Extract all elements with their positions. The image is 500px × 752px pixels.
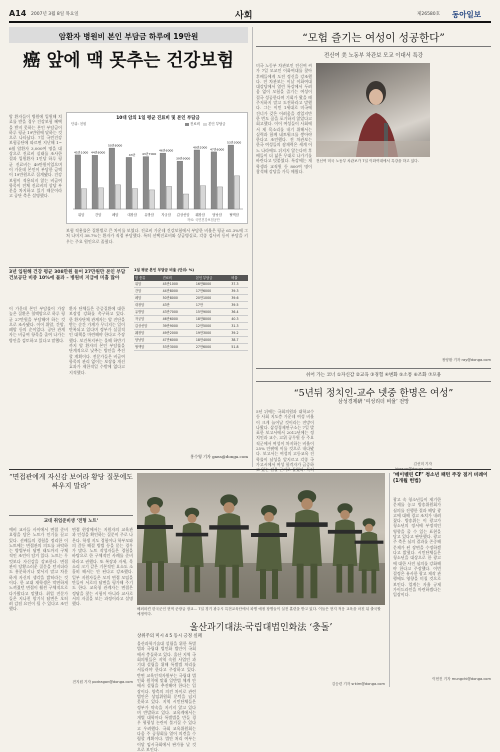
table-cell: 17만 bbox=[195, 301, 231, 308]
adventure-headline: “모험 즐기는 여성이 성공한다” bbox=[302, 32, 445, 44]
series-rule-top bbox=[256, 368, 491, 369]
chart-bar bbox=[217, 187, 223, 209]
table-cell: 18만8000 bbox=[195, 315, 231, 322]
chart-bar bbox=[149, 190, 155, 209]
health-subheadline: 3년 입원해 건강 평균 308만원 들어 27만원만 본인 부담 건보공단 비중 10%에 불과 – 병원비 지급에 미흡 많아 bbox=[9, 270, 126, 282]
table-cell: 15만9000 bbox=[195, 308, 231, 315]
chart-category-label: 유방암 bbox=[144, 213, 154, 217]
legend-label-self: 본인 부담금 bbox=[208, 122, 226, 126]
women-body-2 bbox=[318, 409, 376, 467]
table-row bbox=[134, 294, 248, 301]
table-cell: 53만3000 bbox=[162, 343, 195, 350]
chart-value-label: 45만1000 bbox=[73, 150, 89, 155]
chart-value-label: 53만3000 bbox=[226, 140, 242, 145]
newspaper-logo: 동아일보 bbox=[452, 10, 481, 19]
chart-bar bbox=[98, 188, 104, 209]
soldier-body-mid: 면접 현장에서는 지원자의 교육관과 인성을 확인하는 질문이 주로 나온다. 학생 지도 경험이나 학부모와의 갈등 해결 방법 등을 묻는 경우가 많다. 노트 작성자들은 경험을 바탕으로 한 구체적인 사례를 준비하라고 권했다. 또 복장과 자세, 목소리 크기 같은 기본적인 요소도 소홀히 해서는 안 된다고 강조했다. 일부 지원자들은 모의 면접 모임을 만들어 서로의 답변을 평가해 주기도 한다. 교육청 관계자는 면접은 정답을 찾는 시험이 아니라 교사로서의 자질을 보는 과정이라고 설명했다. bbox=[72, 527, 133, 607]
table-cell: 27만6000 bbox=[195, 343, 231, 350]
table-cell: 38.7 bbox=[230, 336, 248, 343]
cf-byline: 이헌진 기자 mungchi@donga.com bbox=[432, 677, 491, 681]
chart-value-label: 50만8000 bbox=[107, 143, 123, 148]
adventure-body: 미국 노동부 차관보인 전신여 씨가 7일 모교인 이화여대를 찾아 후배들에게 도전 정신을 강조했다. 전 차관보는 이날 이화여대 대강당에서 열린 특강에서 두려움 없이 모험을 즐기는 여성이 결국 성공한다며 기회가 왔을 때 주저하지 말고 도전하라고 말했다. 그는 이민 1세대로 미국에 건너가 갖은 어려움을 겪었지만 한 번도 꿈을 포기하지 않았다고 회고했다. 이어 여성들이 사회에서 제 목소리를 내기 위해서는 실력과 함께 네트워크를 쌓아야 한다고 조언했다. 전 차관보는 한국 여성들의 잠재력은 세계 어느 나라에도 뒤지지 않는다며 후배들이 더 넓은 무대로 나가기를 바란다고 덧붙였다. 특강에는 재학생과 교직원 등 800여 명이 참석해 강당을 가득 메웠다. bbox=[256, 63, 312, 174]
table-cell: 37.3 bbox=[230, 281, 248, 288]
table-cell: 50만8000 bbox=[162, 294, 195, 301]
table-cell: 40.3 bbox=[230, 315, 248, 322]
chart-value-label: 39만9000 bbox=[175, 156, 191, 161]
adventure-body-3 bbox=[376, 172, 430, 365]
series-bar: 쉬어 가는 코너 ①자신감 ②교육 ③경험 ④변화 ⑤소통 ⑥조화 ⑦포용 bbox=[305, 373, 442, 378]
chart-bar bbox=[143, 157, 149, 209]
table-row bbox=[134, 336, 248, 343]
health-chart bbox=[66, 112, 248, 224]
chart-value-label: 43만 bbox=[128, 152, 136, 157]
law-subhead: 상위주의 미시 4 5 동시 긍정 실패 bbox=[137, 634, 202, 639]
table-cell: 18만4000 bbox=[195, 336, 231, 343]
adventure-photo bbox=[316, 63, 430, 157]
adventure-subhead: 전신여 美 노동부 차관보 모교 이대서 특강 bbox=[324, 53, 423, 59]
table-title: 1일 평균 본인 부담금 비율 (단위: %) bbox=[134, 268, 194, 272]
chart-bar bbox=[126, 157, 132, 209]
table-row bbox=[134, 343, 248, 350]
table-cell: 췌장암 bbox=[134, 329, 162, 336]
chart-bar bbox=[228, 145, 234, 209]
column-divider bbox=[252, 27, 253, 467]
table-row bbox=[134, 329, 248, 336]
chart-category-label: 갑상선암 bbox=[176, 213, 190, 217]
table-row bbox=[134, 322, 248, 329]
table-cell: 유방암 bbox=[134, 308, 162, 315]
chart-category-label: 간암 bbox=[94, 213, 102, 217]
cf-body: 광고 속 청소년들이 제기한 문제를 놓고 방송위원회가 심의를 진행한 결과 해당 광고에 대해 경고 조치가 내려졌다. 방송위는 이 광고가 청소년의 정서에 부정적인 영향을 줄 수 있는 표현을 담고 있다고 판단했다. 광고주 측은 심의 결과를 존중해 문제가 된 장면을 수정하겠다고 밝혔다. 시민단체들은 청소년을 대상으로 한 광고에 대한 사전 심의를 강화해야 한다고 주장했다. 이번 결정은 유사한 광고 제작 관행에도 영향을 미칠 것으로 보인다. 업계는 자율 규제 가이드라인을 마련하겠다는 입장이다. bbox=[393, 497, 441, 598]
law-body: 울산과학기술대 설립을 위한 특별법과 국립대 법인화 법안이 국회에서 충돌하고 있다. 울산 지역 국회의원들은 지역 숙원 사업인 과기대 설립을 위해 특별법 처리를 서둘러야 한다고 주장하고 있다. 반면 교육인적자원부는 국립대 법인화 원칙에 맞춰 일반법 체계 안에서 설립을 추진해야 한다는 입장이다. 양측의 의견 차이로 관련 법안은 상임위원회 문턱을 넘지 못하고 있다. 지역 시민단체들은 정부가 약속을 지키지 않고 있다며 반발하고 있다. 교육계에서는 개별 대학마다 특별법을 만들 경우 형평성 논란이 불거질 수 있다고 우려했다. 국회 교육위원회는 다음 주 공청회를 열어 의견을 수렴할 계획이다. 법안 처리 여부는 이달 임시국회에서 판가름 날 것으로 보인다. bbox=[137, 641, 196, 752]
table-cell: 12만5000 bbox=[195, 322, 231, 329]
table-cell: 19만3000 bbox=[195, 329, 231, 336]
table-header-cell: 비율 bbox=[230, 275, 248, 281]
chart-bar bbox=[75, 155, 81, 209]
chart-bar bbox=[81, 189, 87, 209]
health-kicker-box bbox=[9, 27, 248, 43]
adventure-body-4 bbox=[434, 63, 491, 359]
table-cell: 31.3 bbox=[230, 322, 248, 329]
chart-legend bbox=[185, 121, 226, 126]
legend-swatch-total bbox=[185, 123, 189, 126]
section-title: 사회 bbox=[235, 11, 253, 21]
adventure-caption: 전신여 미국 노동부 차관보가 7일 이화여대에서 특강을 하고 있다. bbox=[316, 159, 419, 163]
chart-category-label: 대장암 bbox=[127, 213, 137, 217]
chart-bar bbox=[177, 161, 183, 209]
table-cell: 44만8000 bbox=[162, 287, 195, 294]
mid-page-rule bbox=[9, 469, 491, 470]
women-body-3 bbox=[380, 409, 432, 467]
women-subhead: 삼성경제硏 ‘여성리더 비율’ 전망 bbox=[338, 399, 409, 405]
chart-bar bbox=[183, 194, 189, 209]
chart-category-label: 위암 bbox=[77, 213, 85, 217]
table-cell: 39.5 bbox=[230, 301, 248, 308]
health-sub-rule bbox=[9, 267, 129, 268]
chart-value-label: 49만2000 bbox=[192, 145, 208, 150]
table-body bbox=[134, 281, 248, 351]
health-headline: 癌 앞에 맥 못추는 건강보험 bbox=[23, 51, 234, 71]
table-cell: 혈액암 bbox=[134, 343, 162, 350]
speaker-figure bbox=[316, 63, 430, 157]
chart-bar bbox=[132, 189, 138, 209]
chart-bar bbox=[109, 148, 115, 209]
law-headline: 울산과기대法-국립대법인화法 ‘충돌’ bbox=[189, 623, 333, 633]
health-kicker: 암환자 병원비 본인 부담금 하루에 19만원 bbox=[58, 32, 199, 41]
chart-bar bbox=[166, 186, 172, 209]
law-body-4 bbox=[326, 641, 385, 681]
table-cell: 49만2000 bbox=[162, 329, 195, 336]
chart-bar bbox=[200, 186, 206, 209]
soldier-headline-box bbox=[9, 473, 133, 513]
chart-value-label: 43만7000 bbox=[141, 152, 157, 157]
table-cell: 45만1000 bbox=[162, 281, 195, 288]
table-cell: 갑상선암 bbox=[134, 322, 162, 329]
table-cell: 43만 bbox=[162, 301, 195, 308]
adventure-rule bbox=[256, 46, 491, 47]
chart-bar bbox=[194, 150, 200, 209]
masthead-rule bbox=[9, 21, 491, 23]
chart-unit: 단위: 천원 bbox=[71, 122, 87, 126]
chart-category-label: 자궁암 bbox=[161, 213, 171, 217]
health-byline: 홍수영 기자 gaea@donga.com bbox=[190, 454, 248, 459]
chart-bar bbox=[160, 153, 166, 209]
women-body-4 bbox=[436, 409, 491, 467]
health-table bbox=[134, 268, 248, 368]
chart-source: 자료: 국민건강보험공단 bbox=[187, 218, 220, 222]
table-row bbox=[134, 315, 248, 322]
cf-headline: ‘메이벨린 CF’ 청소년 패턴 주장 점거 비례이 (1개월 헌법) bbox=[393, 473, 488, 485]
table-cell: 담낭암 bbox=[134, 336, 162, 343]
table-cell: 39.2 bbox=[230, 329, 248, 336]
table-row bbox=[134, 301, 248, 308]
table-cell: 39만9000 bbox=[162, 322, 195, 329]
legend-label-total: 진료비 bbox=[190, 122, 200, 126]
legend-swatch-self bbox=[203, 123, 207, 126]
chart-category-label: 담낭암 bbox=[212, 213, 222, 217]
soldier-caption: 해외파견 한국군인 현역 준장급 장교... 7일 경기 광주시 특전교육단에서 파병 예정 장병들이 실전 훈련을 받고 있다. 이들은 현지 적응 교육을 마친 뒤 출국할 예정이다. bbox=[137, 607, 381, 616]
chart-plot bbox=[69, 127, 247, 219]
chart-category-label: 췌장암 bbox=[195, 213, 205, 217]
issue-number: 제26580호 bbox=[417, 12, 441, 17]
soldier-byline: 전지원 기자 podragon@donga.com bbox=[72, 680, 133, 684]
soldier-kicker: 교대 취업준비생 ‘전형 노트’ bbox=[43, 519, 99, 524]
soldier-headline: “면접관에게 자신감 보여라 황당 질문에도 싸우지 말라” bbox=[9, 473, 133, 490]
soldier-rule bbox=[9, 515, 133, 516]
table-cell: 자궁암 bbox=[134, 315, 162, 322]
table-cell: 43만7000 bbox=[162, 308, 195, 315]
cf-body-2 bbox=[444, 497, 491, 675]
table-header-cell: 본인 부담금 bbox=[195, 275, 231, 281]
soldier-scene bbox=[137, 473, 385, 605]
table-cell: 39.6 bbox=[230, 294, 248, 301]
health-body-a: 암 환자들이 병원에 입원해 치료를 받을 경우 건강보험 혜택을 받지 못하는 본인 부담금이 하루 평균 19만원에 달하는 것으로 나타났다. 7일 국민건강보험공단에 따르면 지난해 1~6월 암환자 3,000여 명을 대상으로 진료비 실태를 조사한 결과 입원환자 1인당 하루 평균 진료비는 49만원이었으며 이 가운데 본인이 부담한 금액이 19만원으로 집계됐다. 건강보험이 적용되지 않는 비급여 항목이 전체 진료비의 상당 부분을 차지하고 있기 때문이라고 공단 측은 설명했다. bbox=[9, 114, 62, 199]
masthead bbox=[9, 7, 491, 21]
table-cell: 39.3 bbox=[230, 287, 248, 294]
law-body-3 bbox=[263, 641, 322, 689]
table-cell: 간암 bbox=[134, 287, 162, 294]
law-body-2 bbox=[200, 641, 259, 689]
table-cell: 16만8000 bbox=[195, 281, 231, 288]
women-byline: 김선미 기자 bbox=[413, 462, 432, 466]
table-header-cell: 암 종류 bbox=[134, 275, 162, 281]
adventure-body-2 bbox=[316, 172, 372, 365]
cost-table bbox=[134, 275, 248, 351]
chart-value-label: 44만8000 bbox=[90, 150, 106, 155]
table-cell: 47만6000 bbox=[162, 336, 195, 343]
law-byline: 김승련 기자 srkim@donga.com bbox=[331, 682, 385, 686]
soldier-photo bbox=[137, 473, 385, 605]
table-cell: 폐암 bbox=[134, 294, 162, 301]
adventure-byline: 정양환 기자 ray@donga.com bbox=[441, 358, 491, 362]
health-body-d: 환자 단체들은 중증질환에 대한 보장성 강화를 촉구하고 있다. 한 환자단체 관계자는 암 진단을 받는 순간 가계가 무너지는 일이 반복되고 있다며 정부가 실질적인 대책을 마련해야 한다고 주장했다. 보건복지부는 올해 하반기까지 암 환자의 본인 부담률을 단계적으로 낮추는 방안을 추진할 계획이다. 전문가들은 비급여 항목의 관리 없이는 보장률 개선 효과가 제한적일 수밖에 없다고 지적했다. bbox=[69, 306, 125, 375]
issue-date: 2007년 3월 8일 목요일 bbox=[31, 12, 79, 17]
chart-bar bbox=[211, 152, 217, 209]
table-cell: 대장암 bbox=[134, 301, 162, 308]
table-cell: 20만1000 bbox=[195, 294, 231, 301]
series-rule-bottom bbox=[256, 381, 491, 382]
health-body-c: 이 가운데 본인 부담률이 가장 높은 질환은 혈액암으로 하루 평균 27만원을 부담해야 하는 것으로 조사됐다. 이어 위암, 간암, 폐암 등의 순이었다. 공단 관계자는 비급여 항목을 줄여 나가는 방안을 검토하고 있다고 말했다. bbox=[9, 306, 65, 343]
soldier-body-left: 예비 교사들 사이에서 면접 준비 요령을 담은 노트가 인기를 끌고 있다. 선배들의 경험을 정리한 이 노트에는 면접관의 의도를 파악하는 방법부터 답변 태도까지 구체적인 조언이 담겨 있다. 노트는 무엇보다 자신감을 강조한다. 면접관이 당황스러운 질문을 던지더라도 흥분하거나 맞서지 말고 차분하게 자신의 생각을 밝히라는 것이다. 한 교대 재학생은 막연하게 느껴졌던 면접이 훨씬 구체적으로 다가왔다고 말했다. 취업 전문가들은 지나친 암기식 답변은 오히려 감점 요인이 될 수 있다고 조언했다. bbox=[9, 527, 68, 612]
table-cell: 46만6000 bbox=[162, 315, 195, 322]
table-cell: 17만6000 bbox=[195, 287, 231, 294]
chart-bar bbox=[234, 176, 240, 209]
table-row bbox=[134, 287, 248, 294]
women-body: 5년 뒤에는 국회의원과 대학교수 등 사회 지도층 가운데 여성 비율이 크게 늘어날 것이라는 전망이 나왔다. 삼성경제연구소는 7일 발표한 보고서에서 2012년에는 정치인과 교수, 고위 공무원 등 주요 직군에서 여성이 차지하는 비율이 25% 안팎에 이를 것으로 내다봤다. 보고서는 여성의 고등교육 진학률이 남성을 앞지르고 각종 국가고시에서 여성 합격자가 급증하 bbox=[256, 409, 314, 467]
chart-bar bbox=[115, 185, 121, 209]
table-row bbox=[134, 308, 248, 315]
health-body-b: 보험 적용률은 질환별로 큰 차이를 보였다. 진료비 가운데 건강보험에서 부담한 비율은 평균 61.3%에 그쳐 나머지 38.7%는 환자가 직접 부담했다. 특히 선택진료비와 상급병실료, 각종 검사비 등이 부담을 키우는 주요 원인으로 꼽혔다. bbox=[66, 228, 248, 244]
chart-value-label: 47만6000 bbox=[209, 147, 225, 152]
chart-value-label: 46만6000 bbox=[158, 148, 174, 153]
chart-category-label: 폐암 bbox=[111, 213, 119, 217]
table-cell: 51.8 bbox=[230, 343, 248, 350]
chart-category-label: 혈액암 bbox=[229, 213, 239, 217]
chart-title: 10대 암의 1일 평균 진료비 및 본인 부담금 bbox=[116, 116, 200, 121]
table-cell: 36.4 bbox=[230, 308, 248, 315]
page-number: A14 bbox=[9, 9, 27, 18]
table-cell: 위암 bbox=[134, 281, 162, 288]
women-headline: “5년뒤 정치인-교수 넷중 한명은 여성” bbox=[293, 388, 454, 399]
table-header-cell: 진료비 bbox=[162, 275, 195, 281]
sidebar-divider bbox=[389, 473, 390, 687]
chart-bar bbox=[92, 155, 98, 209]
health-body-e bbox=[134, 370, 248, 466]
